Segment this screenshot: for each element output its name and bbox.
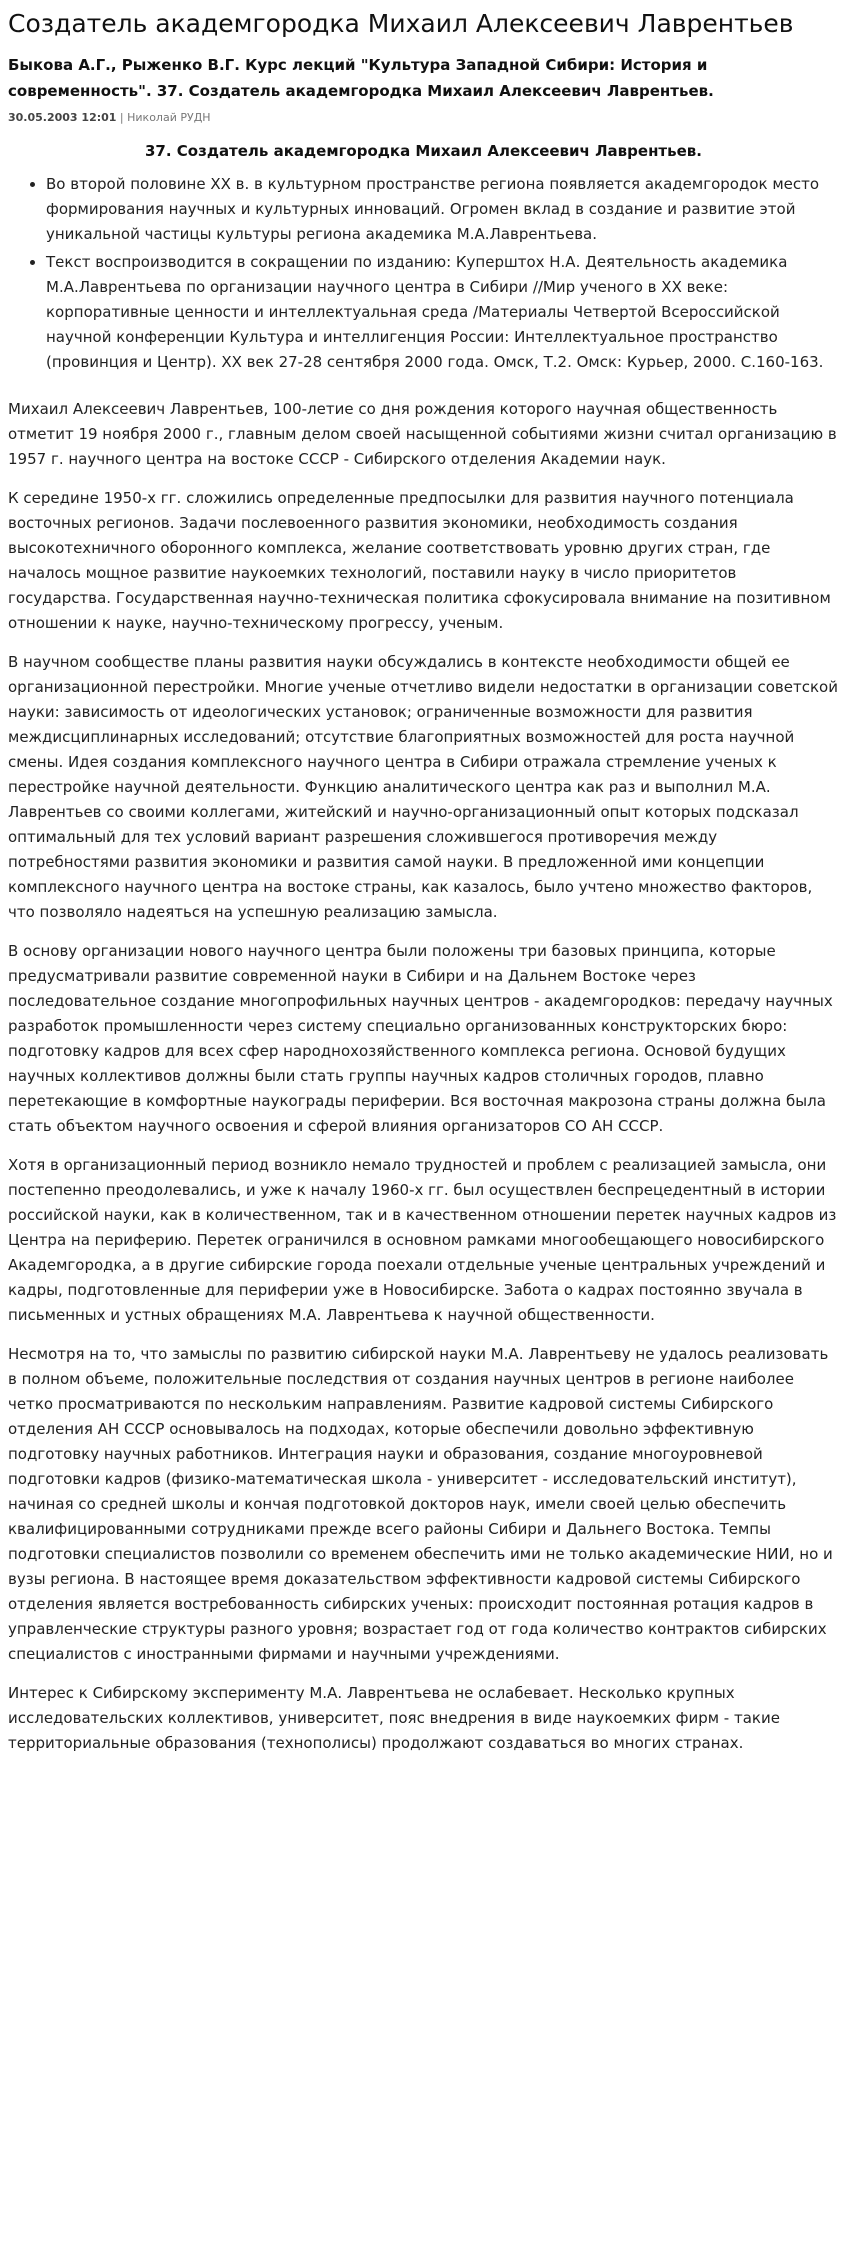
paragraph: Хотя в организационный период возникло немало трудностей и проблем с реализацией замысла, они постепенно преодолевались, и уже к началу 1960-х гг. был осуществлен беспрецедентный в истории российской науки, как в количественном, так и в качественном отношении перетек научных кадров из Центра на периферию. Перетек ограничился в основном рамками многообещающего новосибирского Академгородка, а в другие сибирские города поехали отдельные ученые центральных учреждений и кадры, подготовленные для периферии уже в Новосибирске. Забота о кадрах постоянно звучала в письменных и устных обращениях М.А. Лаврентьева к научной общественности. — [8, 1156, 837, 1324]
publish-date: 30.05.2003 12:01 — [8, 111, 117, 124]
article-meta — [8, 110, 839, 126]
meta-separator: | — [116, 111, 128, 124]
paragraph: Интерес к Сибирскому эксперименту М.А. Лаврентьева не ослабевает. Несколько крупных исследовательских коллективов, университет, пояс внедрения в виде наукоемких фирм - такие территориальные образования (технополисы) продолжают создаваться во многих странах. — [8, 1684, 780, 1752]
paragraph: В основу организации нового научного центра были положены три базовых принципа, которые предусматривали развитие современной науки в Сибири и на Дальнем Востоке через последовательное создание многопрофильных научных центров - академгородков: передачу научных разработок промышленности через систему специально организованных конструкторских бюро: подготовку кадров для всех сфер народнохозяйственного комплекса региона. Основой будущих научных коллективов должны были стать группы научных кадров столичных городов, плавно перетекающие в комфортные наукограды периферии. Вся восточная макрозона страны должна была стать объектом научного освоения и сферой влияния организаторов СО АН СССР. — [8, 942, 833, 1135]
paragraph: Михаил Алексеевич Лаврентьев, 100-летие со дня рождения которого научная общественность отметит 19 ноября 2000 г., главным делом своей насыщенной событиями жизни считал организацию в 1957 г. научного центра на востоке СССР - Сибирского отделения Академии наук. — [8, 400, 837, 468]
list-item: • Во второй половине XX в. в культурном пространстве региона появляется академгородок место формирования научных и культурных инноваций. Огромен вклад в создание и развитие этой уникальной частицы культуры региона академика М.А.Лаврентьева. — [46, 172, 839, 247]
author-link[interactable]: Николай РУДН — [127, 111, 211, 124]
article-body — [8, 397, 839, 1756]
page — [0, 8, 847, 1756]
paragraph: В научном сообществе планы развития науки обсуждались в контексте необходимости общей ее организационной перестройки. Многие ученые отчетливо видели недостатки в организации советской науки: зависимость от идеологических установок; ограниченные возможности для развития междисциплинарных исследований; отсутствие благоприятных возможностей для роста научной смены. Идея создания комплексного научного центра в Сибири отражала стремление ученых к перестройке научной деятельности. Функцию аналитического центра как раз и выполнил М.А. Лаврентьев со своими коллегами, житейский и научно-организационный опыт которых подсказал оптимальный для тех условий вариант разрешения сложившегося противоречия между потребностями развития экономики и развития самой науки. В предложенной ими концепции комплексного научного центра на востоке страны, как казалось, было учтено множество факторов, что позволяло надеяться на успешную реализацию замысла. — [8, 653, 838, 921]
paragraph: К середине 1950-х гг. сложились определенные предпосылки для развития научного потенциала восточных регионов. Задачи послевоенного развития экономики, необходимость создания высокотехничного оборонного комплекса, желание соответствовать уровню других стран, где началось мощное развитие наукоемких технологий, поставили науку в число приоритетов государства. Государственная научно-техническая политика сфокусировала внимание на позитивном отношении к науке, научно-техническому прогрессу, ученым. — [8, 489, 831, 632]
article-subtitle: Быкова А.Г., Рыженко В.Г. Курс лекций "Культура Западной Сибири: История и современность". 37. Создатель академгородка Михаил Алексеевич Лаврентьев. — [8, 56, 714, 100]
section-title: 37. Создатель академгородка Михаил Алексеевич Лаврентьев. — [145, 142, 702, 160]
paragraph: Несмотря на то, что замыслы по развитию сибирской науки М.А. Лаврентьеву не удалось реализовать в полном объеме, положительные последствия от создания научных центров в регионе наиболее четко просматриваются по нескольким направлениям. Развитие кадровой системы Сибирского отделения АН СССР основывалось на подходах, которые обеспечили довольно эффективную подготовку научных работников. Интеграция науки и образования, создание многоуровневой подготовки кадров (физико-математическая школа - университет - исследовательский институт), начиная со средней школы и кончая подготовкой докторов наук, имели своей целью обеспечить квалифицированными сотрудниками прежде всего районы Сибири и Дальнего Востока. Темпы подготовки специалистов позволили со временем обеспечить ими не только академические НИИ, но и вузы региона. В настоящее время доказательством эффективности кадровой системы Сибирского отделения является востребованность сибирских ученых: происходит постоянная ротация кадров в управленческие структуры разного уровня; возрастает год от года количество контрактов сибирских специалистов с иностранными фирмами и научными учреждениями. — [8, 1345, 833, 1663]
list-item: • Текст воспроизводится в сокращении по изданию: Куперштох Н.А. Деятельность академика М.А.Лаврентьева по организации научного центра в Сибири //Мир ученого в XX веке: корпоративные ценности и интеллектуальная среда /Материалы Четвертой Всероссийской научной конференции Культура и интеллигенция России: Интеллектуальное пространство (провинция и Центр). XX век 27-28 сентября 2000 года. Омск, Т.2. Омск: Курьер, 2000. С.160-163. — [46, 250, 839, 375]
page-title: Создатель академгородка Михаил Алексеевич Лаврентьев — [8, 9, 794, 38]
notes-list — [8, 172, 839, 375]
